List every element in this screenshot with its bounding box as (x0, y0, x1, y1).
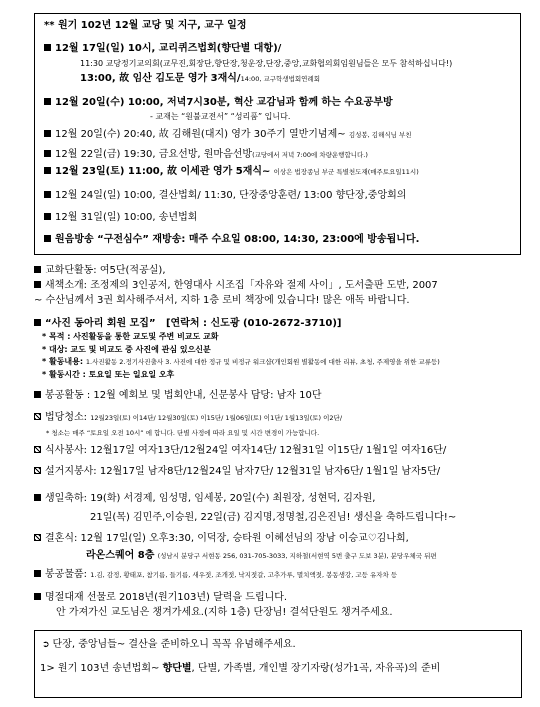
bullet-square-icon (34, 281, 41, 288)
bullet-square-icon (44, 235, 51, 242)
calendar-gift-line2: 안 가져가신 교도님은 챙겨가세요.(지하 1층) 단장님! 결석단원도 챙겨주세요. (56, 607, 393, 618)
schedule-item-1: 12월 17일(일) 10시, 교리퀴즈법회(향단별 대항)/ (44, 42, 281, 56)
schedule-item-2: 12월 20일(수) 10:00, 저녁7시30분, 혁산 교감님과 함께 하는 수요공부방 (44, 96, 393, 110)
photo-content: * 활동내용: 1.사진활동 2.정기사진출사 3. 사진에 대한 정규 및 비정규 워크샵(개인회원 별활동에 대한 리뷰, 초청, 주제영을 위한 교류등) (42, 357, 440, 366)
photo-target: * 대상: 교도 및 비교도 중 사진에 관심 있으신분 (42, 345, 211, 354)
new-book-line2: ~ 수산님께서 3권 회사해주셔서, 지하 1층 로비 책장에 있습니다! 많은 애독 바랍니다. (34, 295, 410, 306)
photo-purpose: * 목적 : 사진활동을 통한 교도및 주변 비교도 교화 (42, 332, 219, 341)
donation-items: 봉공물품: 1.김, 감정, 황태포, 참기름, 들기름, 새우젓, 조개젓, 낙지젓갈, 고추가루, 멸치액젓, 봉동생강, 고등 유자차 등 (34, 568, 397, 582)
dish-service: 설거지봉사: 12월17일 남자8단/12월24일 남자7단/ 12월31일 남자6단/ 1월1일 남자5단/ (34, 465, 440, 479)
bullet-square-icon (34, 570, 41, 577)
photo-time: * 활동시간 : 토요일 또는 일요일 오후 (42, 370, 175, 379)
arrow-right-icon: ➲ (42, 640, 50, 650)
schedule-item-2-sub: - 교재는 “원불교전서” “성리품” 입니다. (150, 112, 291, 121)
bullet-hatched-icon (34, 446, 41, 453)
hall-cleaning: 법당청소: 12월23일(토) 이14단/ 12월30일(토) 이15단/ 1월06일(토) 이1단/ 1월13일(토) 이2단/ (34, 411, 342, 425)
bullet-square-icon (44, 150, 51, 157)
edu-activity: 교화단활동: 여5단(적공실), (34, 264, 166, 278)
schedule-item-4: 12월 22일(금) 19:30, 금요선방, 원마음선방(교당에서 저녁 7:00에 차량운행합니다.) (44, 148, 368, 162)
schedule-item-7: 12월 31일(일) 10:00, 송년법회 (44, 211, 197, 225)
yearend-notice: ➲ 단장, 중앙님들~ 결산을 준비하오니 꼭꼭 유념해주세요. (42, 639, 296, 650)
schedule-item-6: 12월 24일(일) 10:00, 결산법회/ 11:30, 단장중앙훈련/ 13:00 향단장,중앙회의 (44, 189, 406, 203)
schedule-item-1-line2: 11:30 교당정기교의회(교무진,회장단,향단장,청운장,단장,중앙,교화협의회임원님들은 모두 참석하십니다!) (80, 59, 453, 68)
bullet-hatched-icon (34, 534, 41, 541)
new-book: 새책소개: 조정제의 3인공저, 한영대사 시조집「자유와 절제 사이」, 도서출판 도반, 2007 (34, 279, 438, 293)
bullet-square-icon (44, 167, 51, 174)
bullet-square-icon (34, 319, 41, 326)
bullet-hatched-icon (34, 467, 41, 474)
wedding-venue: 라온스퀘어 8층 (성남시 분당구 서현동 256, 031-705-3033, 지하철(서현역 5번 출구 도보 3분), 분당우체국 뒤편 (86, 550, 437, 561)
schedule-title: ** 원기 102년 12월 교당 및 지구, 교구 일정 (44, 20, 247, 31)
bullet-square-icon (34, 494, 41, 501)
photo-club: “사진 동아리 회원 모집” [연락처 : 신도광 (010-2672-3710)] (34, 317, 342, 331)
bullet-hatched-icon (34, 413, 41, 420)
birthday-line2: 21일(목) 김민주,이승원, 22일(금) 김지명,정명철,김은진님! 생신을 축하드립니다!~ (90, 512, 457, 523)
bullet-square-icon (34, 593, 41, 600)
bullet-square-icon (44, 191, 51, 198)
schedule-item-8: 원음방송 “구전심수” 재방송: 매주 수요일 08:00, 14:30, 23:00에 방송됩니다. (44, 233, 419, 247)
hall-cleaning-note: * 청소는 매주 “토요일 오전 10시” 에 합니다. 단별 사정에 따라 요일 및 시간 변경이 가능합니다. (46, 429, 320, 437)
bullet-square-icon (44, 213, 51, 220)
bullet-square-icon (34, 266, 41, 273)
schedule-item-5: 12월 23일(토) 11:00, 故 이세관 영가 5재식~ 이상은 법장종님 부군 특별천도재(매주토요일11시) (44, 165, 419, 179)
bongsa-activity: 봉공활동 : 12월 예회보 및 법회안내, 신문봉사 담당: 남자 10단 (34, 389, 322, 403)
yearend-program: 1> 원기 103년 송년법회~ 향단별, 단별, 가족별, 개인별 장기자랑(성가1곡, 자유곡)의 준비 (40, 663, 441, 674)
wedding: 결혼식: 12월 17일(일) 오후3:30, 이덕장, 승타원 이혜선님의 장남 이승교♡김나희, (34, 532, 409, 546)
bullet-square-icon (44, 130, 51, 137)
bullet-square-icon (34, 391, 41, 398)
bullet-square-icon (44, 44, 51, 51)
schedule-item-1-line3: 13:00, 故 임산 김도문 영가 3재식/14:00, 교구학생법회연례회 (80, 73, 320, 84)
birthday: 생일축하: 19(화) 서경제, 임성명, 임세봉, 20일(수) 최원장, 성현덕, 김자원, (34, 492, 375, 506)
meal-service: 식사봉사: 12월17일 여자13단/12월24일 여자14단/ 12월31일 이15단/ 1월1일 여자16단/ (34, 444, 446, 458)
schedule-item-3: 12월 20일(수) 20:40, 故 김해원(대지) 영가 30주기 열반기념제~ 김성봉, 김해식님 부친 (44, 128, 412, 142)
bullet-square-icon (44, 98, 51, 105)
calendar-gift: 명절대재 선물로 2018년(원기103년) 달력을 드립니다. (34, 591, 287, 605)
